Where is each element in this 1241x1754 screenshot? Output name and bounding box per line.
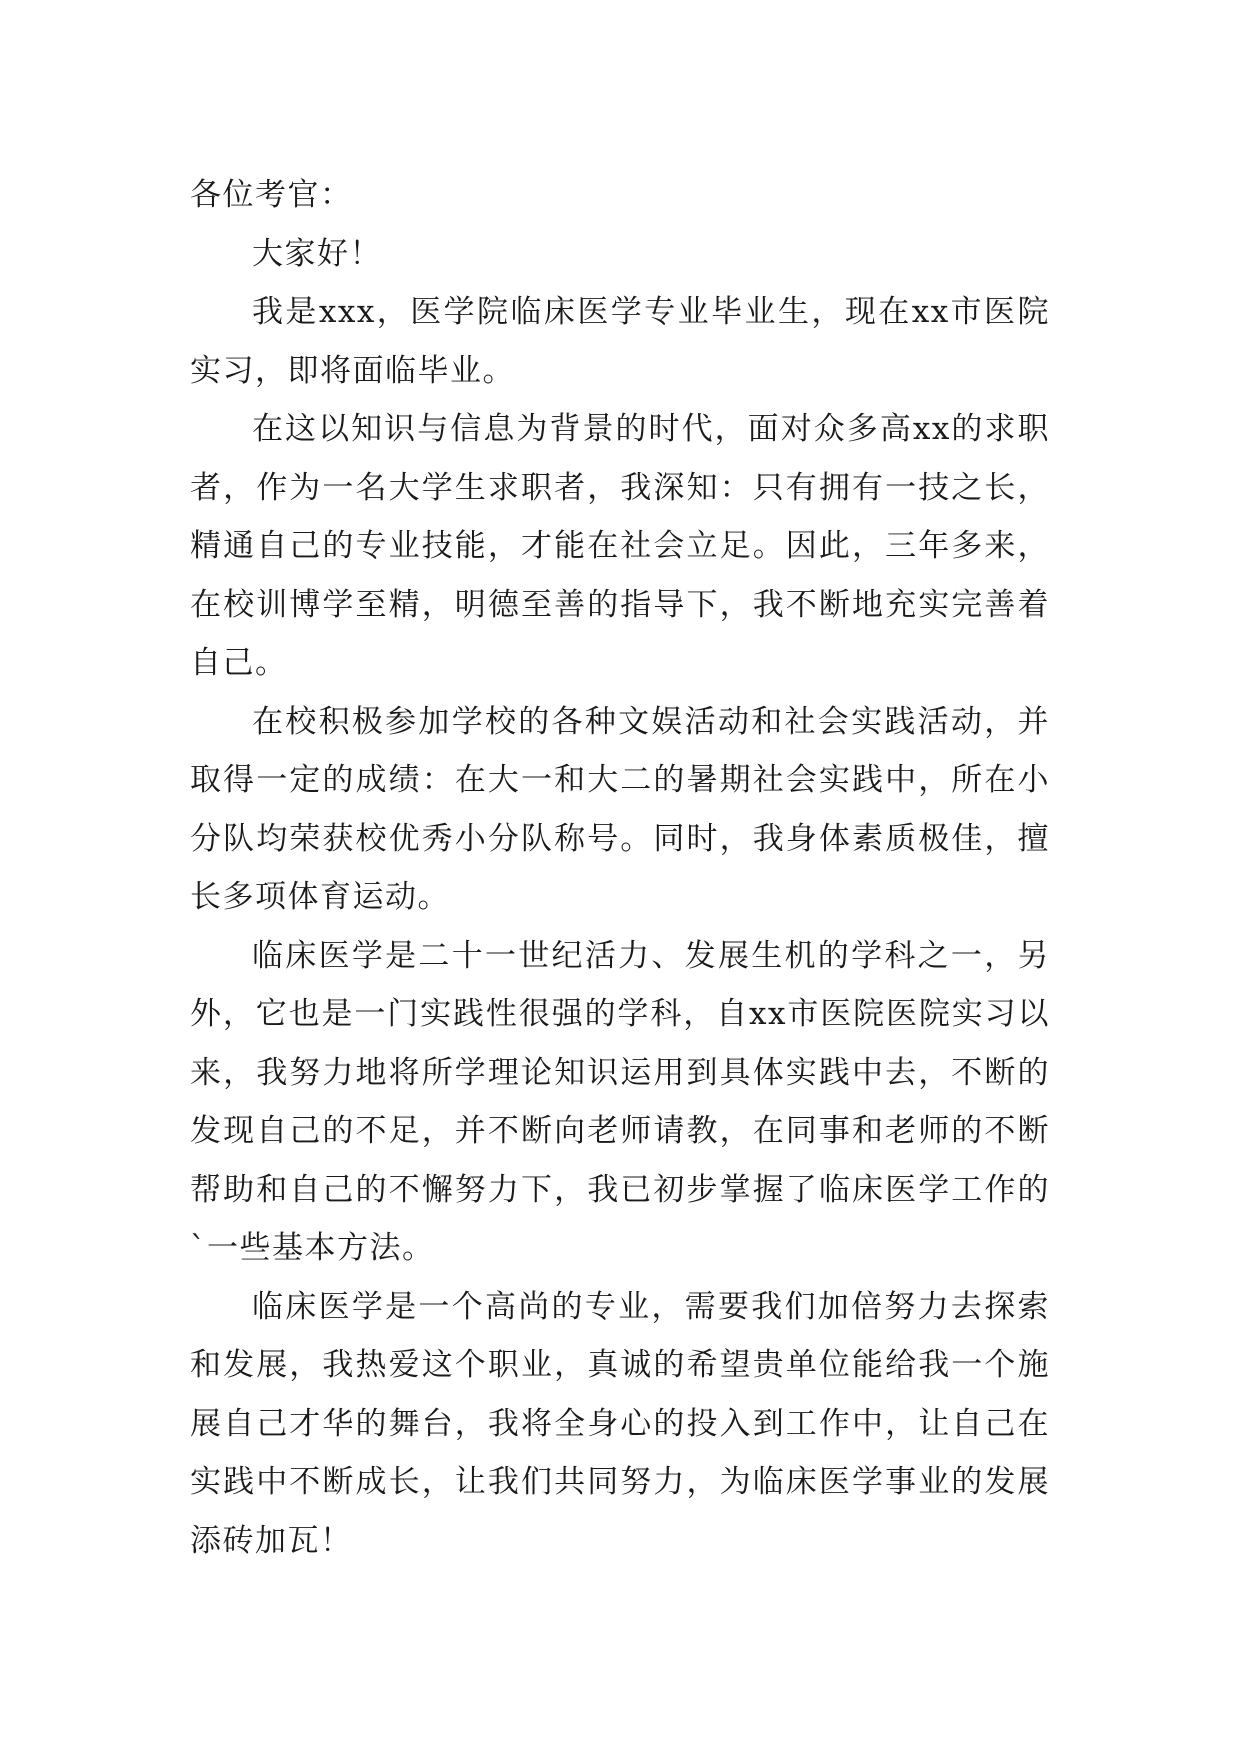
salutation: 各位考官： <box>190 177 353 213</box>
paragraph-internship: 临床医学是二十一世纪活力、发展生机的学科之一，另外，它也是一门实践性很强的学科，自xx市医院医院实习以来，我努力地将所学理论知识运用到具体实践中去，不断的发现自己的不足，并不断向老师请教，在同事和老师的不断帮助和自己的不懈努力下，我已初步掌握了临床医学工作的`一些基本方法。 <box>190 937 1050 1266</box>
paragraph-activities: 在校积极参加学校的各种文娱活动和社会实践活动，并取得一定的成绩：在大一和大二的暑期社会实践中，所在小分队均荣获校优秀小分队称号。同时，我身体素质极佳，擅长多项体育运动。 <box>190 703 1050 915</box>
letter-body <box>190 166 1050 1570</box>
greeting: 大家好！ <box>252 235 382 272</box>
paragraph-introduction: 我是xxx，医学院临床医学专业毕业生，现在xx市医院实习，即将面临毕业。 <box>190 294 1050 389</box>
paragraph-closing: 临床医学是一个高尚的专业，需要我们加倍努力去探索和发展，我热爱这个职业，真诚的希望贵单位能给我一个施展自己才华的舞台，我将全身心的投入到工作中，让自己在实践中不断成长，让我们共同努力，为临床医学事业的发展添砖加瓦！ <box>190 1288 1050 1559</box>
paragraph-motivation: 在这以知识与信息为背景的时代，面对众多高xx的求职者，作为一名大学生求职者，我深知：只有拥有一技之长，精通自己的专业技能，才能在社会立足。因此，三年多来，在校训博学至精，明德至善的指导下，我不断地充实完善着自己。 <box>190 411 1050 681</box>
